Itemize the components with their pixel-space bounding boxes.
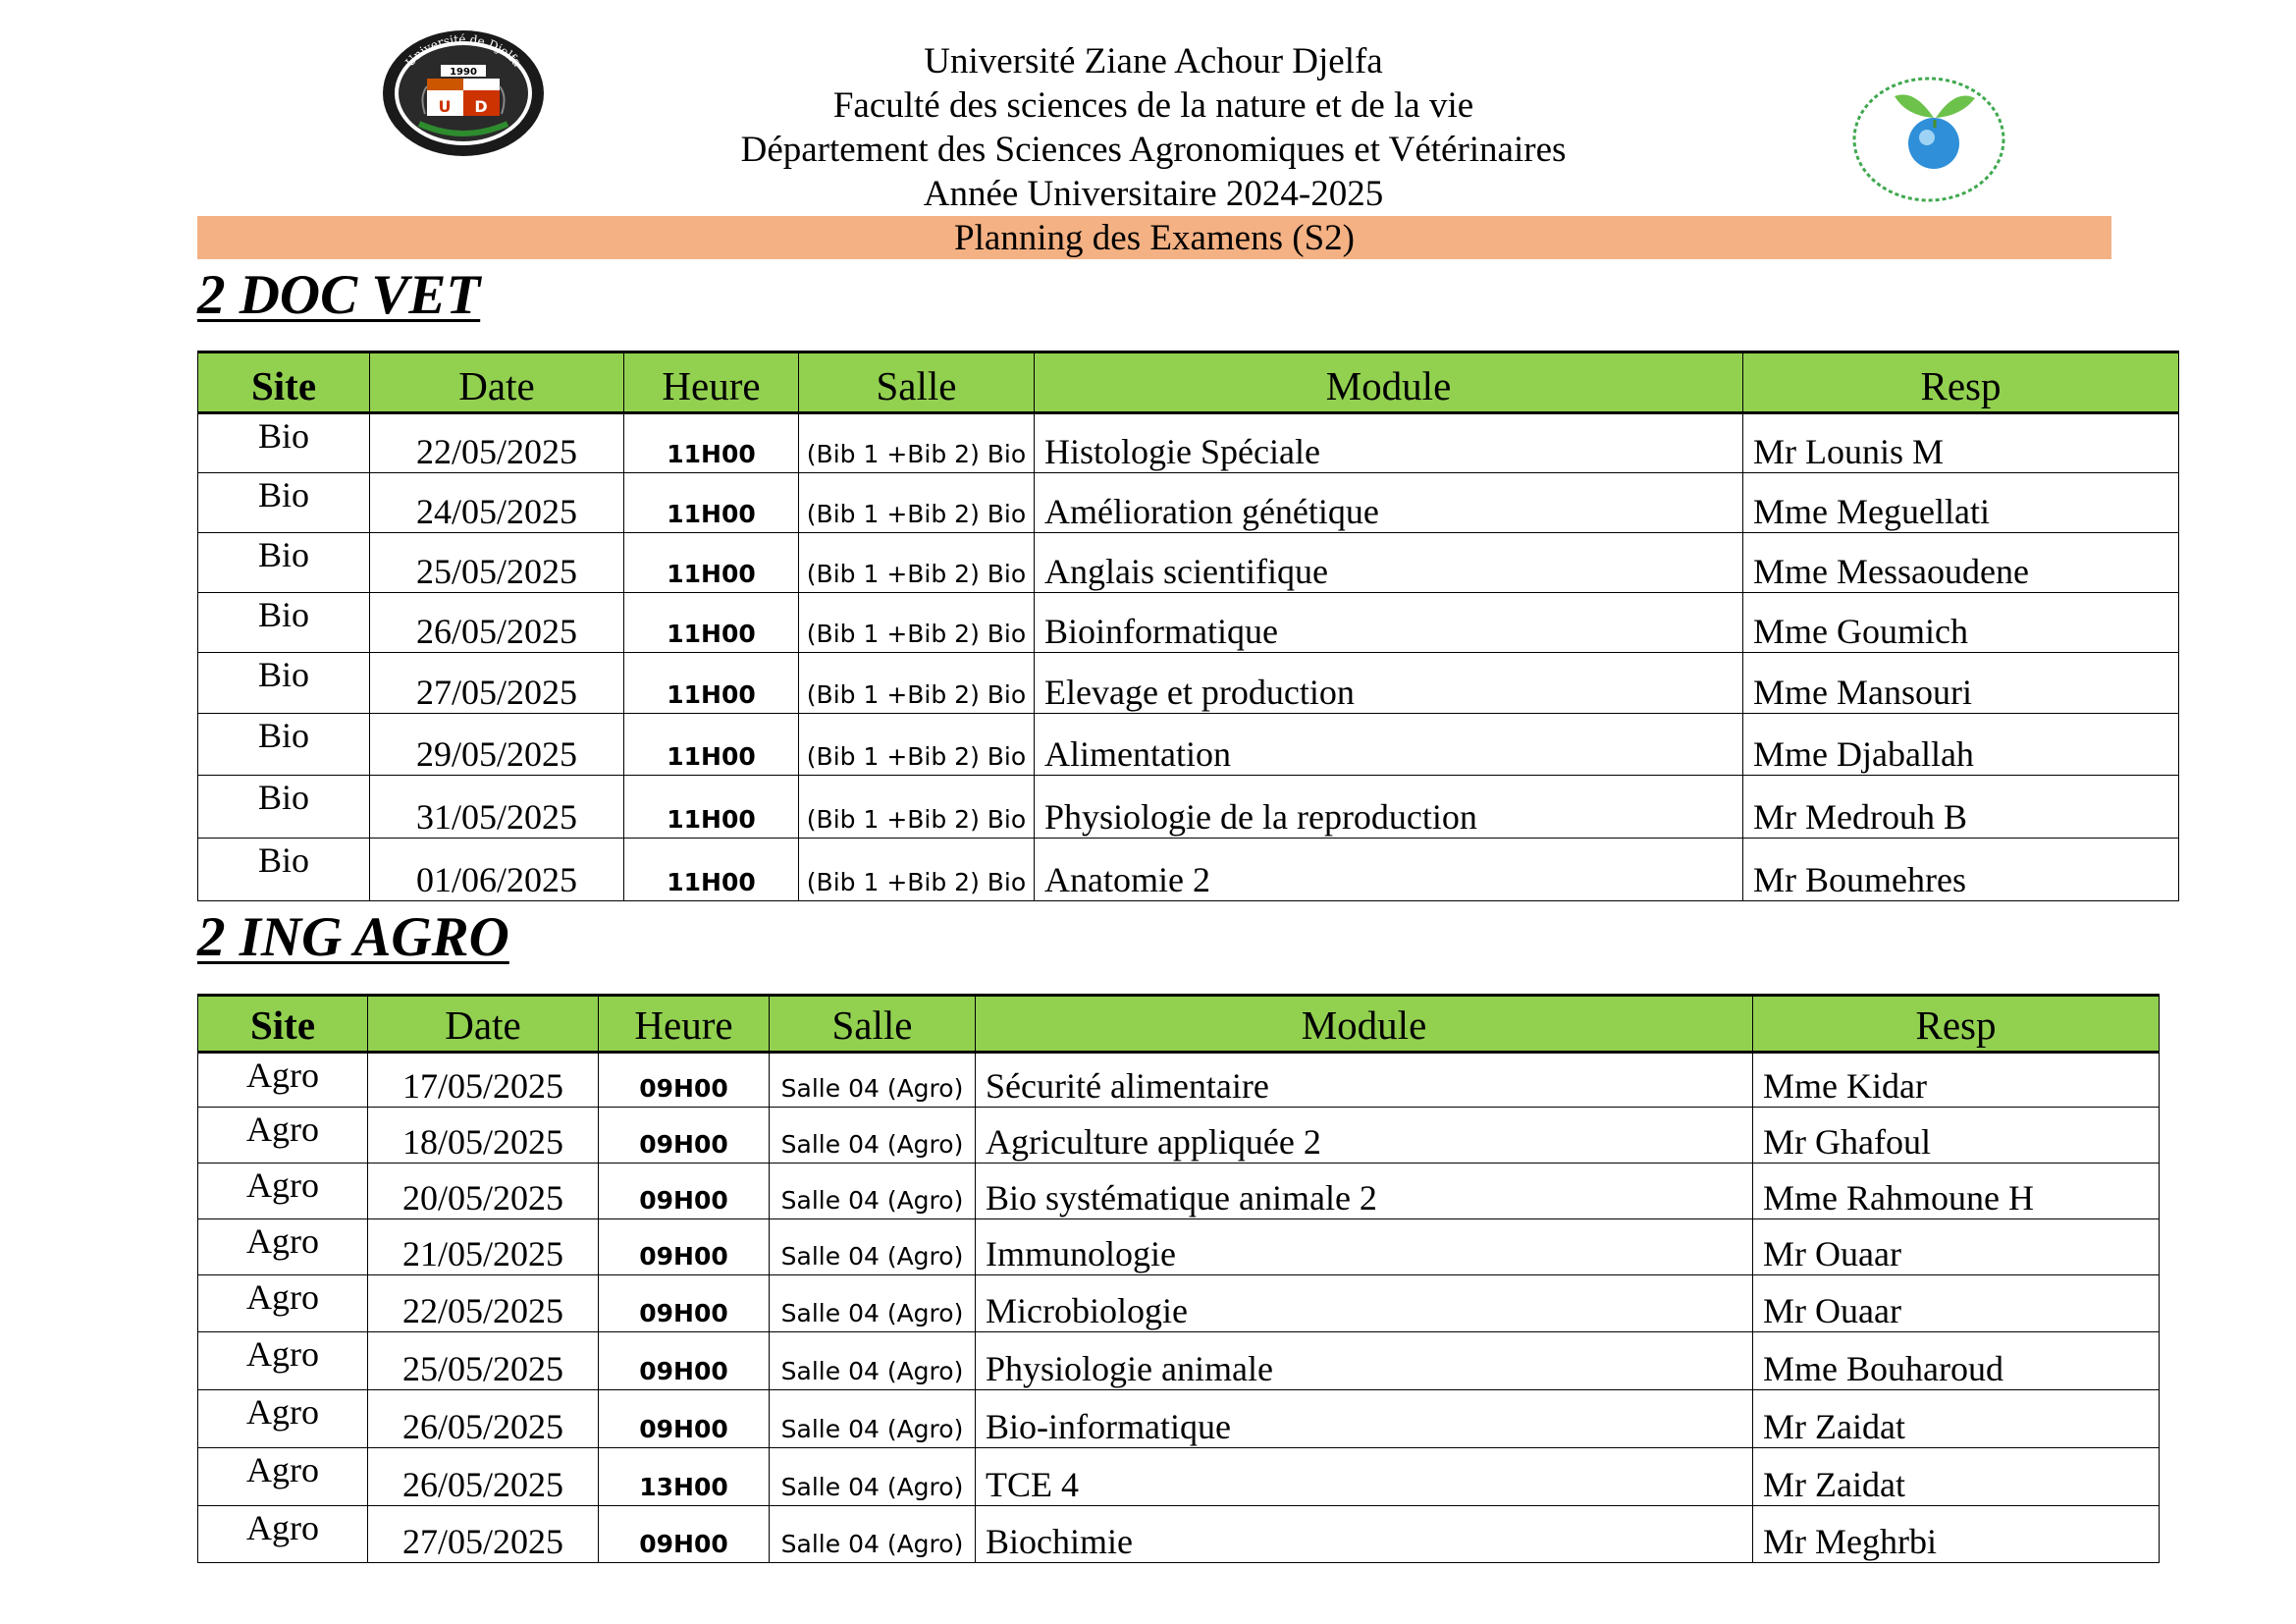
cell-heure: 11H00 (624, 533, 799, 593)
cell-site: Bio (198, 533, 370, 593)
cell-date: 25/05/2025 (370, 533, 624, 593)
cell-module: Anatomie 2 (1035, 839, 1743, 901)
document-header (589, 39, 1718, 216)
table-row (198, 839, 2179, 901)
table-row (198, 473, 2179, 533)
exam-table-ing-agro (197, 994, 2160, 1563)
table-row (198, 1053, 2160, 1108)
cell-heure: 09H00 (599, 1275, 770, 1332)
cell-module: Agriculture appliquée 2 (976, 1108, 1753, 1164)
cell-resp: Mr Ghafoul (1753, 1108, 2160, 1164)
university-name: Université Ziane Achour Djelfa (924, 41, 1383, 81)
cell-heure: 09H00 (599, 1390, 770, 1448)
exam-table-doc-vet (197, 351, 2179, 901)
col-header-site: Site (198, 996, 368, 1053)
cell-salle: (Bib 1 +Bib 2) Bio (799, 533, 1035, 593)
cell-module: Amélioration génétique (1035, 473, 1743, 533)
table-row (198, 1390, 2160, 1448)
table-row (198, 593, 2179, 653)
cell-site: Agro (198, 1448, 368, 1506)
cell-module: TCE 4 (976, 1448, 1753, 1506)
cell-heure: 09H00 (599, 1332, 770, 1390)
col-header-date: Date (368, 996, 599, 1053)
cell-module: Histologie Spéciale (1035, 413, 1743, 473)
faculty-name: Faculté des sciences de la nature et de la vie (832, 85, 1474, 126)
table-row (198, 653, 2179, 714)
cell-resp: Mr Medrouh B (1743, 776, 2179, 839)
cell-site: Agro (198, 1332, 368, 1390)
cell-salle: Salle 04 (Agro) (770, 1275, 976, 1332)
cell-salle: (Bib 1 +Bib 2) Bio (799, 776, 1035, 839)
cell-site: Agro (198, 1275, 368, 1332)
cell-site: Agro (198, 1164, 368, 1219)
cell-site: Agro (198, 1108, 368, 1164)
cell-date: 21/05/2025 (368, 1219, 599, 1275)
col-header-module: Module (1035, 352, 1743, 413)
col-header-heure: Heure (624, 352, 799, 413)
svg-text:1990: 1990 (450, 67, 477, 78)
cell-module: Biochimie (976, 1506, 1753, 1563)
cell-site: Bio (198, 653, 370, 714)
cell-module: Physiologie de la reproduction (1035, 776, 1743, 839)
cell-date: 22/05/2025 (370, 413, 624, 473)
cell-heure: 11H00 (624, 776, 799, 839)
cell-resp: Mme Goumich (1743, 593, 2179, 653)
cell-date: 22/05/2025 (368, 1275, 599, 1332)
cell-date: 17/05/2025 (368, 1053, 599, 1108)
table-header-row (198, 352, 2179, 413)
cell-module: Microbiologie (976, 1275, 1753, 1332)
cell-site: Bio (198, 593, 370, 653)
cell-salle: Salle 04 (Agro) (770, 1053, 976, 1108)
svg-text:D: D (474, 97, 488, 116)
cell-salle: (Bib 1 +Bib 2) Bio (799, 653, 1035, 714)
col-header-date: Date (370, 352, 624, 413)
cell-module: Anglais scientifique (1035, 533, 1743, 593)
cell-module: Bio-informatique (976, 1390, 1753, 1448)
cell-salle: Salle 04 (Agro) (770, 1506, 976, 1563)
table-row (198, 1164, 2160, 1219)
svg-text:Université de Djelfa: Université de Djelfa (402, 31, 524, 70)
cell-site: Bio (198, 839, 370, 901)
cell-resp: Mme Messaoudene (1743, 533, 2179, 593)
cell-salle: (Bib 1 +Bib 2) Bio (799, 593, 1035, 653)
cell-resp: Mr Ouaar (1753, 1219, 2160, 1275)
cell-salle: Salle 04 (Agro) (770, 1108, 976, 1164)
col-header-site: Site (198, 352, 370, 413)
cell-salle: (Bib 1 +Bib 2) Bio (799, 839, 1035, 901)
cell-salle: Salle 04 (Agro) (770, 1219, 976, 1275)
cell-site: Agro (198, 1390, 368, 1448)
table-row (198, 1448, 2160, 1506)
cell-resp: Mme Kidar (1753, 1053, 2160, 1108)
section-title-doc-vet: 2 DOC VET (197, 264, 481, 326)
cell-heure: 09H00 (599, 1053, 770, 1108)
table-row (198, 1108, 2160, 1164)
table-row (198, 1275, 2160, 1332)
cell-heure: 09H00 (599, 1108, 770, 1164)
table-row (198, 413, 2179, 473)
cell-heure: 11H00 (624, 714, 799, 776)
exam-planning-banner: Planning des Examens (S2) (197, 216, 2111, 259)
cell-heure: 09H00 (599, 1164, 770, 1219)
cell-date: 20/05/2025 (368, 1164, 599, 1219)
cell-resp: Mr Zaidat (1753, 1448, 2160, 1506)
table-row (198, 1332, 2160, 1390)
cell-salle: (Bib 1 +Bib 2) Bio (799, 714, 1035, 776)
cell-heure: 13H00 (599, 1448, 770, 1506)
col-header-module: Module (976, 996, 1753, 1053)
col-header-heure: Heure (599, 996, 770, 1053)
cell-date: 26/05/2025 (370, 593, 624, 653)
cell-salle: (Bib 1 +Bib 2) Bio (799, 413, 1035, 473)
cell-module: Alimentation (1035, 714, 1743, 776)
cell-resp: Mme Mansouri (1743, 653, 2179, 714)
table-row (198, 714, 2179, 776)
cell-salle: (Bib 1 +Bib 2) Bio (799, 473, 1035, 533)
cell-heure: 11H00 (624, 839, 799, 901)
col-header-salle: Salle (770, 996, 976, 1053)
svg-text:U: U (438, 97, 452, 116)
cell-salle: Salle 04 (Agro) (770, 1332, 976, 1390)
cell-site: Agro (198, 1506, 368, 1563)
cell-site: Bio (198, 413, 370, 473)
table-header-row (198, 996, 2160, 1053)
cell-heure: 11H00 (624, 653, 799, 714)
cell-heure: 11H00 (624, 473, 799, 533)
cell-resp: Mr Ouaar (1753, 1275, 2160, 1332)
table-row (198, 776, 2179, 839)
table-row (198, 1219, 2160, 1275)
cell-resp: Mr Meghrbi (1753, 1506, 2160, 1563)
department-name: Département des Sciences Agronomiques et Vétérinaires (740, 130, 1567, 170)
cell-resp: Mr Lounis M (1743, 413, 2179, 473)
cell-resp: Mme Bouharoud (1753, 1332, 2160, 1390)
cell-resp: Mme Rahmoune H (1753, 1164, 2160, 1219)
cell-date: 31/05/2025 (370, 776, 624, 839)
cell-salle: Salle 04 (Agro) (770, 1448, 976, 1506)
cell-module: Bioinformatique (1035, 593, 1743, 653)
cell-module: Immunologie (976, 1219, 1753, 1275)
cell-date: 26/05/2025 (368, 1390, 599, 1448)
cell-resp: Mr Zaidat (1753, 1390, 2160, 1448)
cell-date: 27/05/2025 (370, 653, 624, 714)
cell-resp: Mme Meguellati (1743, 473, 2179, 533)
cell-module: Sécurité alimentaire (976, 1053, 1753, 1108)
cell-module: Physiologie animale (976, 1332, 1753, 1390)
cell-heure: 11H00 (624, 413, 799, 473)
cell-salle: Salle 04 (Agro) (770, 1164, 976, 1219)
cell-resp: Mme Djaballah (1743, 714, 2179, 776)
cell-heure: 09H00 (599, 1219, 770, 1275)
cell-date: 27/05/2025 (368, 1506, 599, 1563)
faculty-logo-icon (1845, 59, 2012, 211)
cell-salle: Salle 04 (Agro) (770, 1390, 976, 1448)
cell-site: Agro (198, 1053, 368, 1108)
cell-module: Elevage et production (1035, 653, 1743, 714)
cell-site: Bio (198, 714, 370, 776)
cell-resp: Mr Boumehres (1743, 839, 2179, 901)
cell-date: 26/05/2025 (368, 1448, 599, 1506)
cell-site: Agro (198, 1219, 368, 1275)
cell-date: 29/05/2025 (370, 714, 624, 776)
table-row (198, 533, 2179, 593)
cell-site: Bio (198, 473, 370, 533)
col-header-resp: Resp (1743, 352, 2179, 413)
cell-heure: 11H00 (624, 593, 799, 653)
cell-date: 24/05/2025 (370, 473, 624, 533)
cell-date: 18/05/2025 (368, 1108, 599, 1164)
cell-date: 01/06/2025 (370, 839, 624, 901)
cell-module: Bio systématique animale 2 (976, 1164, 1753, 1219)
section-title-ing-agro: 2 ING AGRO (197, 906, 509, 968)
academic-year: Année Universitaire 2024-2025 (923, 174, 1384, 214)
table-row (198, 1506, 2160, 1563)
university-seal-icon (380, 27, 547, 160)
col-header-salle: Salle (799, 352, 1035, 413)
cell-site: Bio (198, 776, 370, 839)
cell-heure: 09H00 (599, 1506, 770, 1563)
cell-date: 25/05/2025 (368, 1332, 599, 1390)
col-header-resp: Resp (1753, 996, 2160, 1053)
